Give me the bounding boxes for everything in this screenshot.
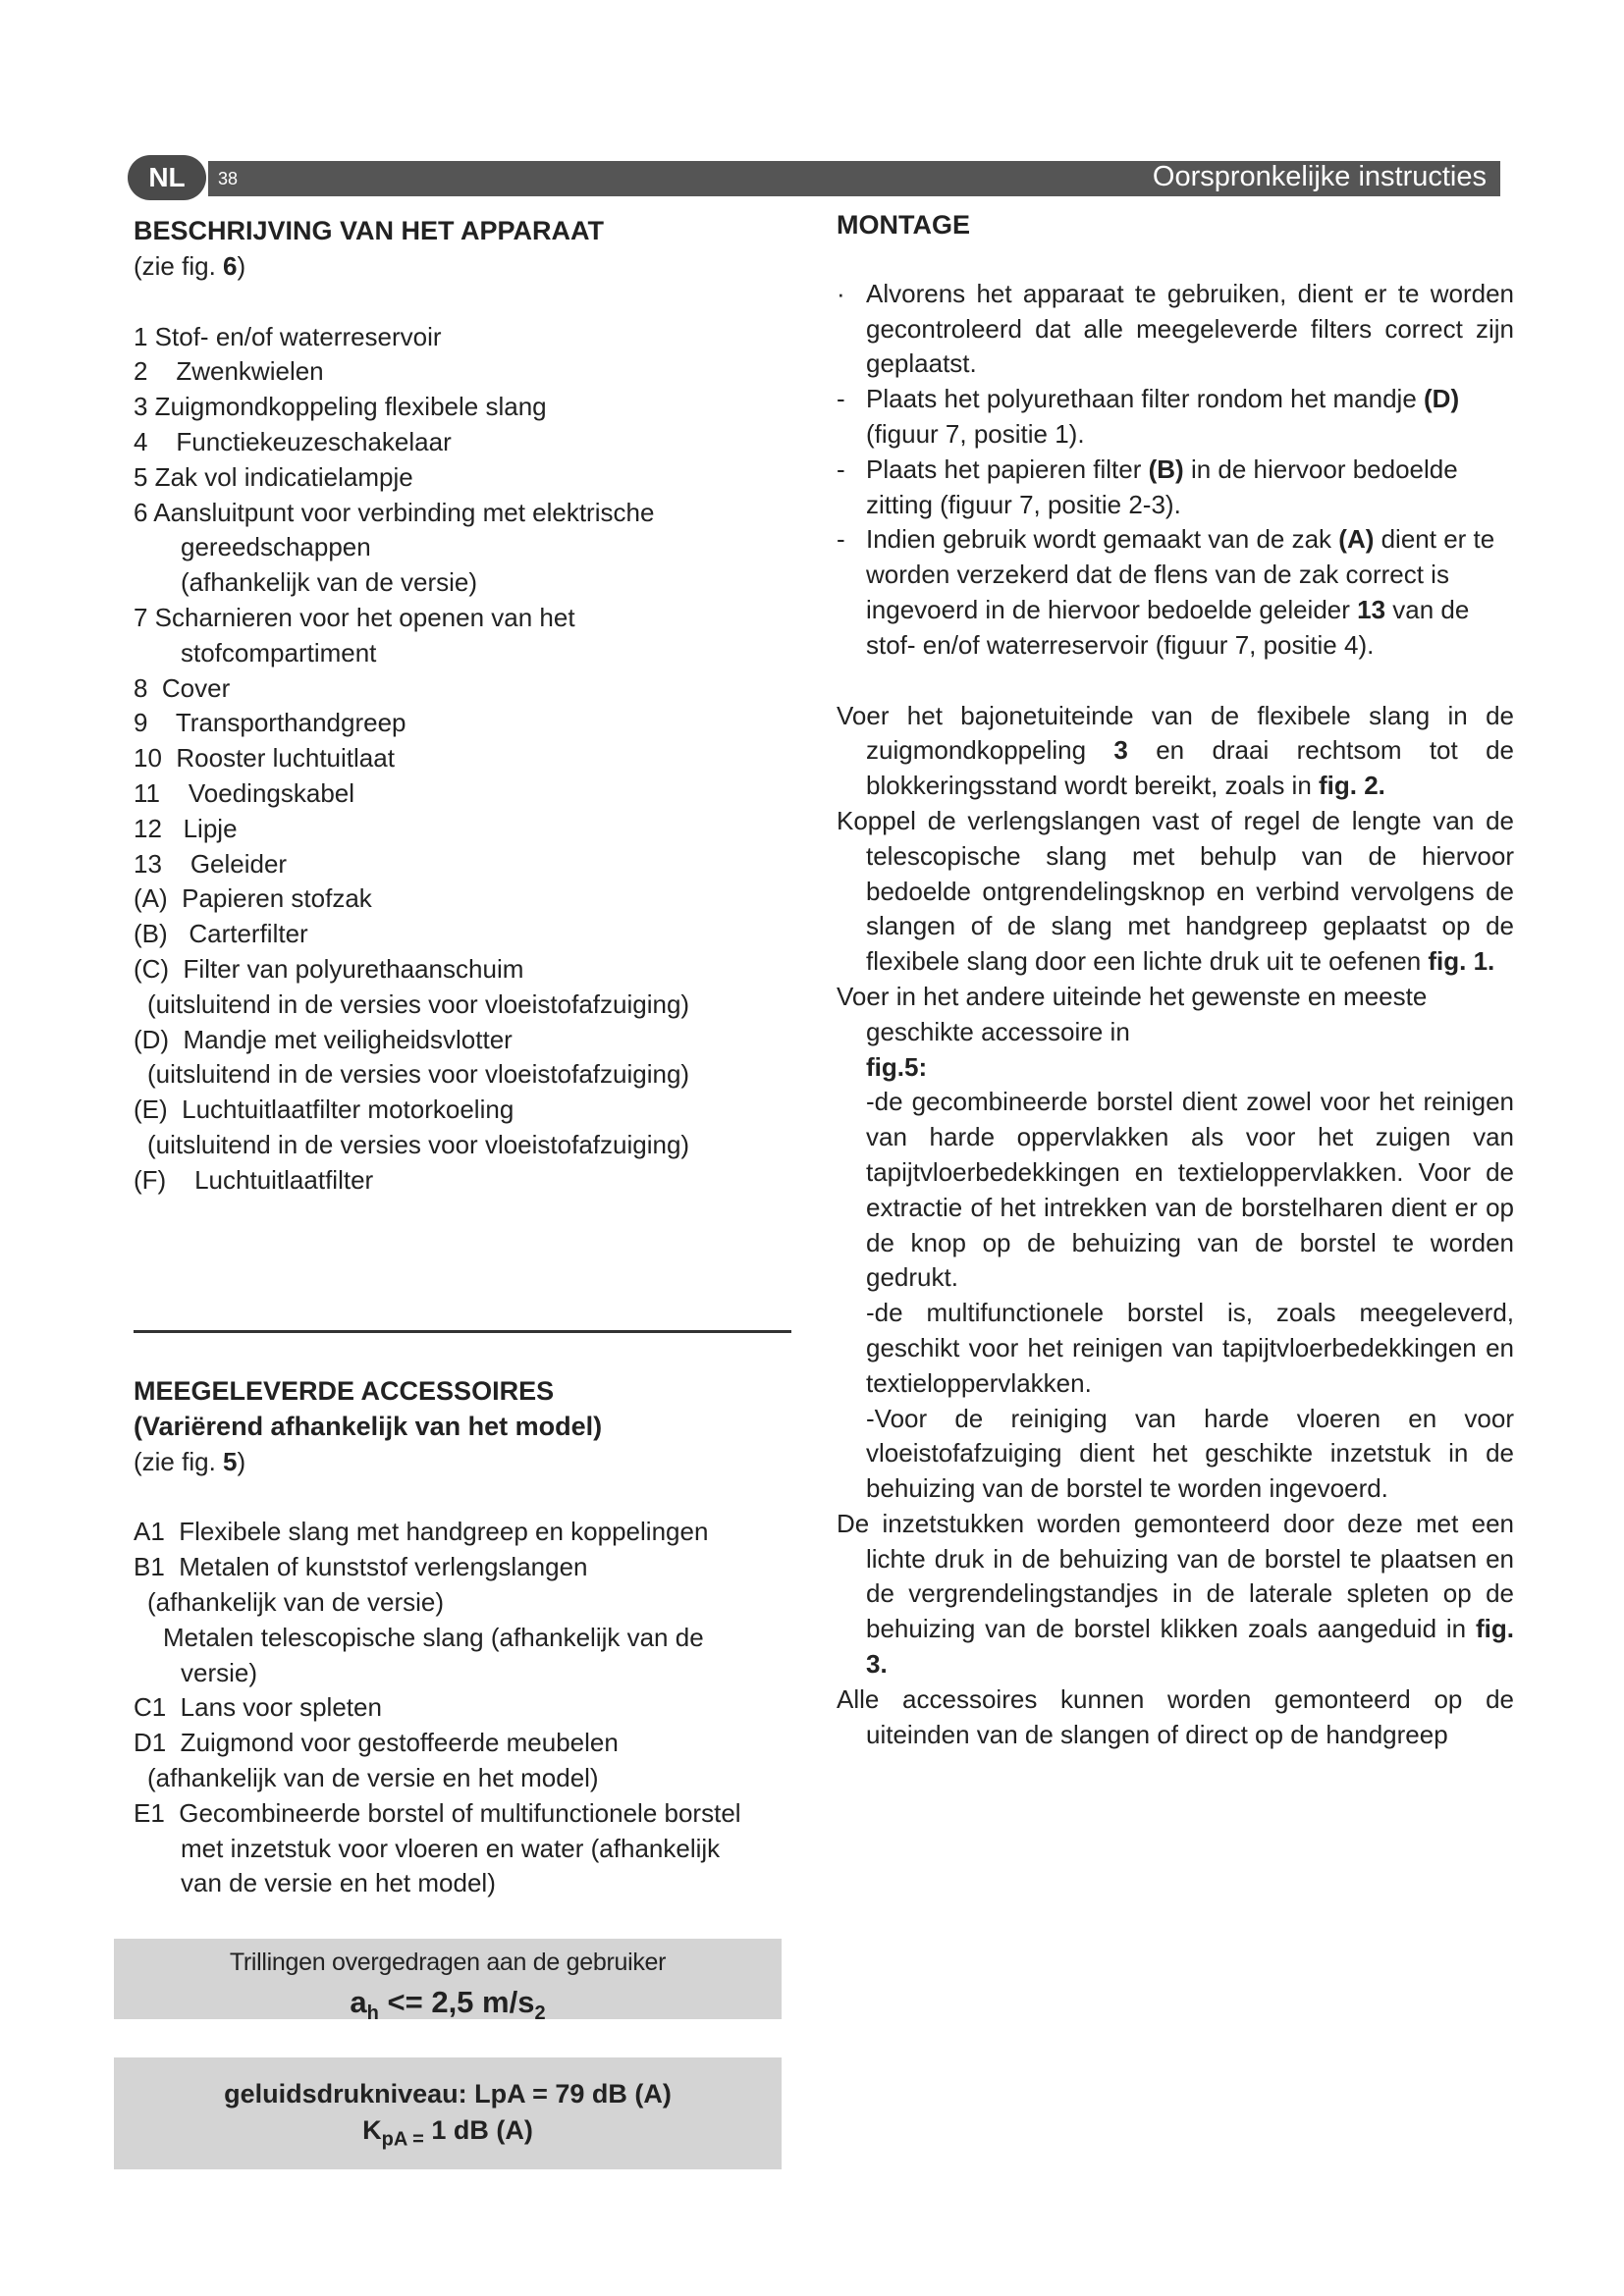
list-item: A1 Flexibele slang met handgreep en koppelingen bbox=[134, 1517, 709, 1547]
figure-reference: (zie fig. 5) bbox=[134, 1446, 246, 1476]
accessories-section bbox=[134, 1374, 791, 1901]
list-item: 13 Geleider bbox=[134, 848, 288, 879]
list-item: 7 Scharnieren voor het openen van het bbox=[134, 602, 575, 632]
list-item: gereedschappen bbox=[181, 532, 371, 562]
list-item: (C) Filter van polyurethaanschuim bbox=[134, 953, 524, 984]
vibration-box bbox=[114, 1939, 782, 2025]
list-item: - Plaats het polyurethaan filter rondom het mandje (D) (figuur 7, positie 1). bbox=[837, 384, 1460, 449]
list-item: 4 Functiekeuzeschakelaar bbox=[134, 426, 452, 456]
list-item: (E) Luchtuitlaatfilter motorkoeling bbox=[134, 1095, 514, 1125]
list-item: (uitsluitend in de versies voor vloeistofafzuiging) bbox=[147, 988, 690, 1019]
right-column bbox=[837, 208, 1514, 1752]
section-title-accessories: MEEGELEVERDE ACCESSOIRES bbox=[134, 1376, 555, 1406]
list-item: (afhankelijk van de versie) bbox=[147, 1586, 445, 1617]
section-title-description: BESCHRIJVING VAN HET APPARAAT bbox=[134, 216, 605, 245]
list-item: (A) Papieren stofzak bbox=[134, 883, 372, 914]
figure-reference: (zie fig. 6) bbox=[134, 250, 246, 281]
list-item: Metalen telescopische slang (afhankelijk van de bbox=[163, 1622, 704, 1652]
list-item: B1 Metalen of kunststof verlengslangen bbox=[134, 1552, 588, 1582]
paragraph: Voer in het andere uiteinde het gewenste en meeste geschikte accessoire in bbox=[837, 981, 1428, 1046]
list-item: 11 Voedingskabel bbox=[134, 777, 355, 808]
paragraph: De inzetstukken worden gemonteerd door deze met een lichte druk in de behuizing van de borstel te plaatsen en de vergrendelingstandjes in de laterale spleten op de behuizing van de borstel klikken zoals aangeduid in fig. 3. bbox=[837, 1508, 1514, 1680]
list-item: C1 Lans voor spleten bbox=[134, 1692, 382, 1723]
accessories-list bbox=[134, 1515, 791, 1901]
list-item: 1 Stof- en/of waterreservoir bbox=[134, 321, 442, 351]
header-title: Oorspronkelijke instructies bbox=[1152, 161, 1487, 192]
paragraph: -de gecombineerde borstel dient zowel voor het reinigen van harde oppervlakken als voor het zuigen van tapijtvloerbedekkingen en textieloppervlakken. Voor de extractie of het intrekken van de borstelharen dient er op de knop op de behuizing van de borstel te worden gedrukt. bbox=[866, 1087, 1514, 1293]
paragraph: Alle accessoires kunnen worden gemonteerd op de uiteinden van de slangen of direct op de handgreep bbox=[837, 1683, 1514, 1749]
language-badge: NL bbox=[128, 155, 206, 200]
uncertainty-value: $K_{pA =}$ 1 dB (A) bbox=[362, 2115, 533, 2151]
section-subtitle: (Variërend afhankelijk van het model) bbox=[134, 1411, 603, 1441]
vibration-label: Trillingen overgedragen aan de gebruiker bbox=[229, 1949, 667, 1976]
parts-list bbox=[134, 320, 791, 1199]
list-item: 3 Zuigmondkoppeling flexibele slang bbox=[134, 392, 547, 422]
figure-reference: fig.5: bbox=[866, 1051, 928, 1082]
page-number: 38 bbox=[218, 169, 239, 188]
paragraph: -Voor de reiniging van harde vloeren en voor vloeistofafzuiging dient het geschikte inzetstuk in de behuizing van de borstel te worden ingevoerd. bbox=[866, 1403, 1514, 1504]
list-item: met inzetstuk voor vloeren en water (afhankelijk bbox=[181, 1833, 721, 1863]
section-divider bbox=[134, 1330, 791, 1333]
list-item: · Alvorens het apparaat te gebruiken, dient er te worden gecontroleerd dat alle meegeleverde filters correct zijn geplaatst. bbox=[837, 278, 1514, 379]
paragraph: -de multifunctionele borstel is, zoals meegeleverd, geschikt voor het reinigen van tapijtvloerbedekkingen en textieloppervlakken. bbox=[866, 1298, 1514, 1398]
list-item: (D) Mandje met veiligheidsvlotter bbox=[134, 1024, 513, 1054]
list-item: versie) bbox=[181, 1657, 258, 1687]
list-item: E1 Gecombineerde borstel of multifunctionele borstel bbox=[134, 1797, 741, 1828]
list-item: 6 Aansluitpunt voor verbinding met elektrische bbox=[134, 497, 655, 527]
list-item: (B) Carterfilter bbox=[134, 919, 308, 949]
list-item: 2 Zwenkwielen bbox=[134, 356, 324, 387]
left-column bbox=[134, 214, 791, 1199]
list-item: (F) Luchtuitlaatfilter bbox=[134, 1164, 374, 1195]
list-item: (uitsluitend in de versies voor vloeistofafzuiging) bbox=[147, 1129, 690, 1159]
list-item: (afhankelijk van de versie en het model) bbox=[147, 1762, 599, 1792]
list-item: 12 Lipje bbox=[134, 813, 238, 843]
list-item: van de versie en het model) bbox=[181, 1868, 496, 1898]
list-item: stofcompartiment bbox=[181, 637, 377, 667]
noise-box bbox=[114, 2057, 782, 2169]
paragraph: Koppel de verlengslangen vast of regel de lengte van de telescopische slang met behulp van de hiervoor bedoelde ontgrendelingsknop en verbind vervolgens de slangen of de slang met handgreep geplaatst op de flexibele slang door een lichte druk uit te oefenen fig. 1. bbox=[837, 805, 1514, 977]
list-item: (uitsluitend in de versies voor vloeistofafzuiging) bbox=[147, 1059, 690, 1090]
list-item: D1 Zuigmond voor gestoffeerde meubelen bbox=[134, 1728, 619, 1758]
paragraph: Voer het bajonetuiteinde van de flexibele slang in de zuigmondkoppeling 3 en draai rechtsom tot de blokkeringsstand wordt bereikt, zoals in fig. 2. bbox=[837, 700, 1514, 801]
list-item: (afhankelijk van de versie) bbox=[181, 567, 478, 598]
list-item: 9 Transporthandgreep bbox=[134, 708, 406, 738]
section-title-assembly: MONTAGE bbox=[837, 210, 970, 240]
list-item: 10 Rooster luchtuitlaat bbox=[134, 743, 395, 774]
noise-level: geluidsdrukniveau: LpA = 79 dB (A) bbox=[224, 2079, 672, 2109]
list-item: 8 Cover bbox=[134, 672, 231, 703]
vibration-value: $a_h <= 2,5$ $m/s_2$ bbox=[350, 1985, 546, 2025]
list-item: - Plaats het papieren filter (B) in de hiervoor bedoelde zitting (figuur 7, positie 2-3). bbox=[837, 454, 1458, 519]
list-item: 5 Zak vol indicatielampje bbox=[134, 461, 413, 492]
list-item: - Indien gebruik wordt gemaakt van de zak (A) dient er te worden verzekerd dat de flens van de zak correct is ingevoerd in de hiervoor bedoelde geleider 13 van de stof- en/of waterreservoir (figuur 7, positie 4). bbox=[837, 524, 1495, 660]
